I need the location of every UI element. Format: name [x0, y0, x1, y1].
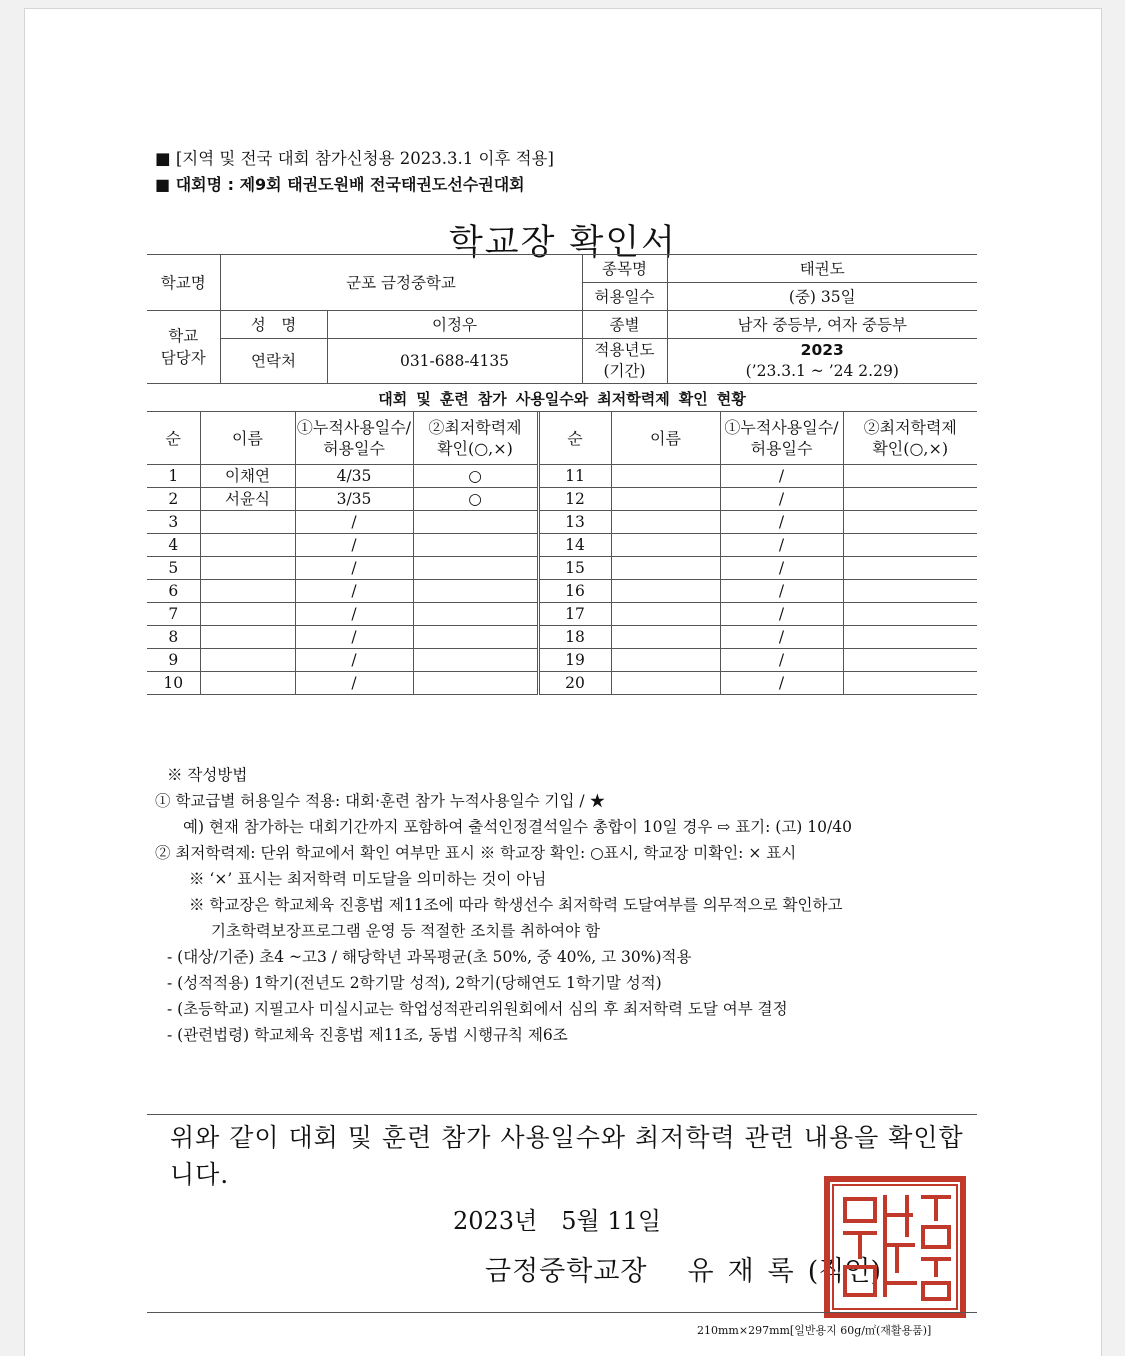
cell-no-right: 15: [538, 557, 611, 580]
col-days: [295, 412, 413, 465]
cell-days-right: /: [720, 465, 843, 488]
competition-name-line: ■ 대회명 : 제9회 태권도원배 전국태권도선수권대회: [155, 175, 525, 194]
name-value: 이정우: [327, 311, 582, 339]
col-no: 순: [147, 412, 200, 465]
cell-no-right: 13: [538, 511, 611, 534]
cell-days: /: [295, 672, 413, 695]
cell-no: 2: [147, 488, 200, 511]
cell-check-right: [843, 626, 977, 649]
signature-line: [485, 1249, 881, 1288]
cell-check-right: [843, 603, 977, 626]
cell-name: [200, 511, 295, 534]
cell-check: [413, 534, 538, 557]
note-2: ② 최저학력제: 단위 학교에서 확인 여부만 표시 ※ 학교장 확인: ○표시, 학교장 미확인: × 표시: [155, 844, 797, 862]
cell-no: 10: [147, 672, 200, 695]
col-days-right-line2: 허용일수: [750, 439, 813, 458]
cell-days-right: /: [720, 488, 843, 511]
cell-check-right: [843, 465, 977, 488]
cell-name: [200, 580, 295, 603]
cell-name: 이채연: [200, 465, 295, 488]
cell-check-right: [843, 511, 977, 534]
manager-label-line1: 학교: [168, 327, 199, 345]
year-label: [582, 339, 667, 384]
cell-no-right: 18: [538, 626, 611, 649]
detail-3: - (초등학교) 지필고사 미실시교는 학업성적관리위원회에서 심의 후 최저학력 도달 여부 결정: [167, 1000, 788, 1018]
cell-days-right: /: [720, 534, 843, 557]
col-days-right-line1: ①누적사용일수/: [724, 418, 839, 437]
cell-days-right: /: [720, 557, 843, 580]
cell-days-right: /: [720, 603, 843, 626]
name-label: 성 명: [220, 311, 327, 339]
cell-name-right: [611, 649, 720, 672]
cell-check: [413, 603, 538, 626]
days-value: (중) 35일: [667, 283, 977, 311]
sport-value: 태권도: [667, 255, 977, 283]
page-title: 학교장 확인서: [449, 223, 677, 263]
cell-check-right: [843, 557, 977, 580]
contact-value: 031-688-4135: [327, 339, 582, 384]
cell-no-right: 19: [538, 649, 611, 672]
participation-title: 대회 및 훈련 참가 사용일수와 최저학력제 확인 현황: [147, 387, 977, 412]
note-1-example: 예) 현재 참가하는 대회기간까지 포함하여 출석인정결석일수 총합이 10일 경우 ⇨ 표기: (고) 10/40: [183, 818, 852, 836]
cell-check-right: [843, 672, 977, 695]
notes-heading: ※ 작성방법: [167, 766, 248, 784]
cell-days-right: /: [720, 672, 843, 695]
division-label: 종별: [582, 311, 667, 339]
cell-name-right: [611, 603, 720, 626]
col-no-right: 순: [538, 412, 611, 465]
cell-no: 1: [147, 465, 200, 488]
cell-no: 7: [147, 603, 200, 626]
col-name-right: 이름: [611, 412, 720, 465]
school-value: 군포 금정중학교: [220, 255, 582, 311]
writing-instructions: [155, 762, 852, 1048]
cell-days: /: [295, 511, 413, 534]
signer-title: 금정중학교장: [485, 1256, 648, 1287]
cell-days-right: /: [720, 580, 843, 603]
cell-days: /: [295, 649, 413, 672]
cell-check: [413, 580, 538, 603]
cell-check: ○: [413, 488, 538, 511]
col-name: 이름: [200, 412, 295, 465]
table-row: [147, 488, 977, 511]
cell-name: [200, 603, 295, 626]
table-row: [147, 672, 977, 695]
cell-days-right: /: [720, 626, 843, 649]
cell-name: [200, 672, 295, 695]
cell-days: 3/35: [295, 488, 413, 511]
cell-name: [200, 649, 295, 672]
cell-check: [413, 649, 538, 672]
signer-name: 유재록: [687, 1256, 808, 1287]
cell-name-right: [611, 534, 720, 557]
col-check-right-line1: ②최저학력제: [863, 418, 957, 437]
cell-no: 6: [147, 580, 200, 603]
col-check-right-line2: 확인(○,×): [872, 439, 949, 458]
confirmation-text: 위와 같이 대회 및 훈련 참가 사용일수와 최저학력 관련 내용을 확인합니다.: [170, 1123, 964, 1189]
confirmation-date: 2023년 5월 11일: [453, 1207, 662, 1235]
col-check-right: [843, 412, 977, 465]
days-label: 허용일수: [582, 283, 667, 311]
table-row: [147, 626, 977, 649]
cell-check: [413, 511, 538, 534]
table-row: [147, 603, 977, 626]
application-type-line: ■ [지역 및 전국 대회 참가신청용 2023.3.1 이후 적용]: [155, 149, 554, 168]
detail-4: - (관련법령) 학교체육 진흥법 제11조, 동법 시행규칙 제6조: [167, 1026, 568, 1044]
cell-no: 5: [147, 557, 200, 580]
table-row: [147, 557, 977, 580]
cell-name-right: [611, 488, 720, 511]
cell-name: [200, 626, 295, 649]
col-check-line1: ②최저학력제: [428, 418, 522, 437]
cell-days-right: /: [720, 649, 843, 672]
year-value: [667, 339, 977, 384]
cell-days: /: [295, 603, 413, 626]
document-page: [24, 8, 1102, 1356]
year-value-main: 2023: [800, 341, 844, 359]
seal-label: (직인): [807, 1256, 881, 1287]
school-label: 학교명: [147, 255, 220, 311]
col-days-line1: ①누적사용일수/: [296, 418, 412, 437]
school-info-table: [147, 254, 977, 384]
cell-name: 서윤식: [200, 488, 295, 511]
table-row: [147, 465, 977, 488]
cell-no-right: 17: [538, 603, 611, 626]
cell-days: /: [295, 557, 413, 580]
cell-check: ○: [413, 465, 538, 488]
col-check: [413, 412, 538, 465]
col-days-right: [720, 412, 843, 465]
period-value: (’23.3.1 ~ ’24 2.29): [745, 362, 899, 380]
col-days-line2: 허용일수: [323, 439, 385, 458]
cell-days: /: [295, 626, 413, 649]
cell-check: [413, 672, 538, 695]
cell-no: 9: [147, 649, 200, 672]
cell-check-right: [843, 488, 977, 511]
cell-name-right: [611, 580, 720, 603]
cell-no: 4: [147, 534, 200, 557]
school-seal-icon: [823, 1175, 967, 1319]
year-label-line1: 적용년도: [594, 341, 655, 359]
divider-top: [147, 1114, 977, 1115]
cell-no: 8: [147, 626, 200, 649]
table-row: [147, 649, 977, 672]
detail-1: - (대상/기준) 초4 ~고3 / 해당학년 과목평균(초 50%, 중 40%, 고 30%)적용: [167, 948, 692, 966]
table-row: [147, 580, 977, 603]
cell-name-right: [611, 465, 720, 488]
cell-name-right: [611, 626, 720, 649]
sport-label: 종목명: [582, 255, 667, 283]
cell-no-right: 12: [538, 488, 611, 511]
paper-spec: 210mm×297mm[일반용지 60g/㎡(재활용품)]: [697, 1324, 932, 1337]
manager-label: [147, 311, 220, 384]
note-2-c: 기초학력보장프로그램 운영 등 적절한 조치를 취하여야 함: [211, 922, 600, 940]
cell-name: [200, 557, 295, 580]
cell-no-right: 11: [538, 465, 611, 488]
table-row: [147, 534, 977, 557]
col-check-line2: 확인(○,×): [437, 439, 513, 458]
manager-label-line2: 담당자: [160, 349, 206, 367]
note-2-b: ※ 학교장은 학교체육 진흥법 제11조에 따라 학생선수 최저학력 도달여부를 의무적으로 확인하고: [189, 896, 843, 914]
cell-check: [413, 557, 538, 580]
cell-days-right: /: [720, 511, 843, 534]
cell-no-right: 16: [538, 580, 611, 603]
cell-no: 3: [147, 511, 200, 534]
cell-check: [413, 626, 538, 649]
year-label-line2: (기간): [603, 362, 646, 380]
cell-days: 4/35: [295, 465, 413, 488]
detail-2: - (성적적용) 1학기(전년도 2학기말 성적), 2학기(당해연도 1학기말 성적): [167, 974, 662, 992]
cell-no-right: 14: [538, 534, 611, 557]
cell-name-right: [611, 672, 720, 695]
cell-no-right: 20: [538, 672, 611, 695]
cell-days: /: [295, 534, 413, 557]
cell-check-right: [843, 534, 977, 557]
divider-bottom: [147, 1312, 977, 1313]
cell-name: [200, 534, 295, 557]
cell-days: /: [295, 580, 413, 603]
note-2-a: ※ ‘×’ 표시는 최저학력 미도달을 의미하는 것이 아님: [189, 870, 547, 888]
division-value: 남자 중등부, 여자 중등부: [667, 311, 977, 339]
participation-table: [147, 411, 977, 695]
table-row: [147, 511, 977, 534]
cell-check-right: [843, 649, 977, 672]
cell-check-right: [843, 580, 977, 603]
cell-name-right: [611, 557, 720, 580]
contact-label: 연락처: [220, 339, 327, 384]
note-1: ① 학교급별 허용일수 적용: 대회·훈련 참가 누적사용일수 기입 / ★: [155, 792, 606, 810]
cell-name-right: [611, 511, 720, 534]
